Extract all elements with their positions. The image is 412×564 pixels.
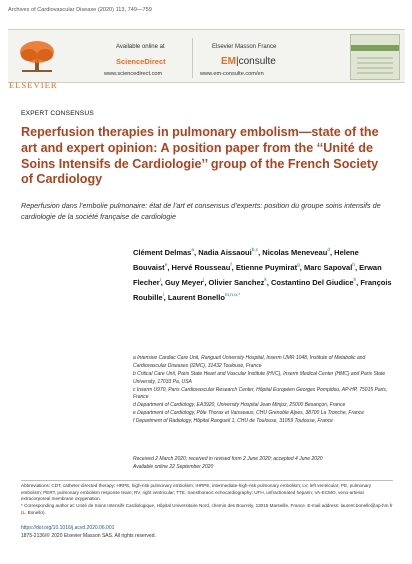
author-separator: , xyxy=(354,263,360,272)
author-name: Hervé Rousseau xyxy=(171,263,231,272)
author-name: Laurent Bonello xyxy=(167,293,225,302)
author-name: Marc Sapoval xyxy=(303,263,353,272)
elsevier-masson-label: Elsevier Masson France xyxy=(212,44,277,50)
author-affiliation-marker[interactable]: g xyxy=(297,263,300,268)
author-name: Erwan Flecher xyxy=(133,263,382,287)
author-affiliation-marker[interactable]: f xyxy=(230,263,232,268)
author-affiliation-marker[interactable]: k xyxy=(264,278,267,283)
author-item[interactable] xyxy=(304,263,359,272)
journal-reference: Archives of Cardiovascular Disease (2020) 113, 749—759 xyxy=(8,7,152,13)
author-separator: , xyxy=(266,278,271,287)
author-list xyxy=(133,244,395,304)
author-name: Etienne Puymirat xyxy=(235,263,298,272)
author-separator: , xyxy=(163,293,168,302)
author-name: Olivier Sanchez xyxy=(208,278,265,287)
history-line: Available online 22 September 2020 xyxy=(133,463,214,470)
masthead-divider xyxy=(192,38,193,78)
author-name: Clément Delmas xyxy=(133,248,192,257)
journal-cover-thumbnail xyxy=(350,34,400,80)
affiliation-item: d Department of Cardiology, EA3920, University Hospital Jean Minjoz, 25000 Besançon, France xyxy=(133,402,346,409)
author-item[interactable] xyxy=(271,278,360,287)
author-affiliation-marker[interactable]: b,c xyxy=(251,248,259,253)
sciencedirect-logo[interactable]: ScienceDirect xyxy=(116,57,166,66)
em-consulte-logo[interactable] xyxy=(221,56,276,67)
corresponding-author-footnote: * Corresponding author at: Unité de Soins Intensifs Cardiologique, Hôpital Universitaire Nord, chemin des Bourrely, 13015 Marseille, France. E-mail address: laurent.bonello@ap-hm.fr (L. Bonello). xyxy=(21,503,393,515)
author-affiliation-marker[interactable]: h xyxy=(352,263,355,268)
author-affiliation-marker[interactable]: d xyxy=(327,248,330,253)
author-affiliation-marker[interactable]: l xyxy=(162,293,164,298)
author-separator: , xyxy=(160,278,165,287)
author-separator: , xyxy=(204,278,209,287)
available-online-label: Available online at xyxy=(116,44,165,50)
affiliation-item: a Intensive Cardiac Care Unit, Rangueil University Hospital, Inserm UMR 1048, Institute of Metabolic and Cardiovascular Diseases (I2MC), 31432 Toulouse, France xyxy=(133,355,366,369)
article-title: Reperfusion therapies in pulmonary embolism—state of the art and expert opinion: A position paper from the ‘‘Unité de Soins Intensifs de Cardiologie’’ group of the French Society of Cardiology xyxy=(21,125,379,187)
author-separator: , xyxy=(356,278,361,287)
author-separator: , xyxy=(299,263,304,272)
author-item[interactable] xyxy=(236,263,304,272)
sciencedirect-link[interactable]: www.sciencedirect.com xyxy=(104,71,163,77)
em-logo-rest: |consulte xyxy=(236,56,276,67)
affiliation-item: f Department of Radiology, Hôpital Rangueil 1, CHU de Toulouse, 31059 Toulouse, France xyxy=(133,418,333,425)
article-history xyxy=(133,456,393,472)
em-consulte-link[interactable]: www.em-consulte.com/en xyxy=(200,71,264,77)
author-separator: , xyxy=(329,248,335,257)
author-item[interactable] xyxy=(172,263,236,272)
author-item[interactable] xyxy=(133,248,198,257)
history-line: Received 2 March 2020; received in revised form 2 June 2020; accepted 4 June 2020 xyxy=(133,456,323,462)
author-name: François Roubille xyxy=(133,278,392,302)
author-affiliation-marker[interactable]: e xyxy=(164,263,168,268)
author-item[interactable] xyxy=(168,293,240,302)
cover-band xyxy=(351,45,399,51)
author-item[interactable] xyxy=(165,278,209,287)
author-separator: , xyxy=(231,263,236,272)
elsevier-wordmark: ELSEVIER xyxy=(9,80,58,90)
section-label: EXPERT CONSENSUS xyxy=(21,110,94,117)
author-affiliation-marker[interactable]: a xyxy=(191,248,195,253)
author-name: Guy Meyer xyxy=(164,278,204,287)
author-name: Nadia Aissaoui xyxy=(198,248,252,257)
footnote-rule xyxy=(21,480,393,481)
author-item[interactable] xyxy=(262,248,334,257)
author-affiliation-marker[interactable]: i xyxy=(159,278,161,283)
author-affiliation-marker[interactable]: m,n,o,* xyxy=(224,293,241,298)
affiliation-item: e Department of Cardiology, Pôle Thorax et Vaisseaux, CHU Grenoble Alpes, 38700 La Tronche, France xyxy=(133,410,364,417)
abbreviations-footnote: Abbreviations: CDT, catheter-directed therapy; HRPE, high-risk pulmonary embolism; IHRPE, intermediate-high-risk pulmonary embolism; LV, left ventricular; PE, pulmonary embolism; PERT, pulmonary embolism response team; RV, right ventricular; TTE, transthoracic echocardiography; UFH, unfractionated heparin; VA-ECMO, veno-arterial extracorporeal membrane oxygenation. xyxy=(21,483,372,502)
author-item[interactable] xyxy=(198,248,262,257)
author-name: Helene Bouvaist xyxy=(133,248,359,272)
author-affiliation-marker[interactable]: j xyxy=(203,278,205,283)
affiliation-list xyxy=(133,355,393,426)
author-name: Costantino Del Giudice xyxy=(270,278,354,287)
affiliation-item: c Inserm U970, Paris Cardiovascular Research Center, Hôpital Européen Georges Pompidou, AP-HP, 75015 Paris, France xyxy=(133,386,388,401)
author-separator: , xyxy=(194,248,199,257)
article-subtitle-french: Reperfusion dans l’embolie pulmonaire: état de l’art et consensus d’experts: position du groupe soins intensifs de cardiologie de la société française de cardiologie xyxy=(21,201,381,221)
cover-lines xyxy=(357,57,393,75)
author-item[interactable] xyxy=(209,278,271,287)
author-separator: , xyxy=(167,263,172,272)
em-logo-em: EM xyxy=(221,56,236,67)
elsevier-tree-logo-icon xyxy=(16,39,58,73)
issn-copyright: 1875-2136/© 2020 Elsevier Masson SAS. All rights reserved. xyxy=(21,533,156,539)
author-affiliation-marker[interactable]: h xyxy=(353,278,357,283)
affiliation-item: b Critical Care Unit, Paris State Heart and Vascular Institute (HVC), Inserm Medical Center (HMC) and Paris State University, 17033 Pa, USA xyxy=(133,370,386,385)
author-separator: , xyxy=(258,248,263,257)
doi-link[interactable]: https://doi.org/10.1016/j.acvd.2020.06.001 xyxy=(21,525,115,531)
author-name: Nicolas Meneveau xyxy=(262,248,328,257)
